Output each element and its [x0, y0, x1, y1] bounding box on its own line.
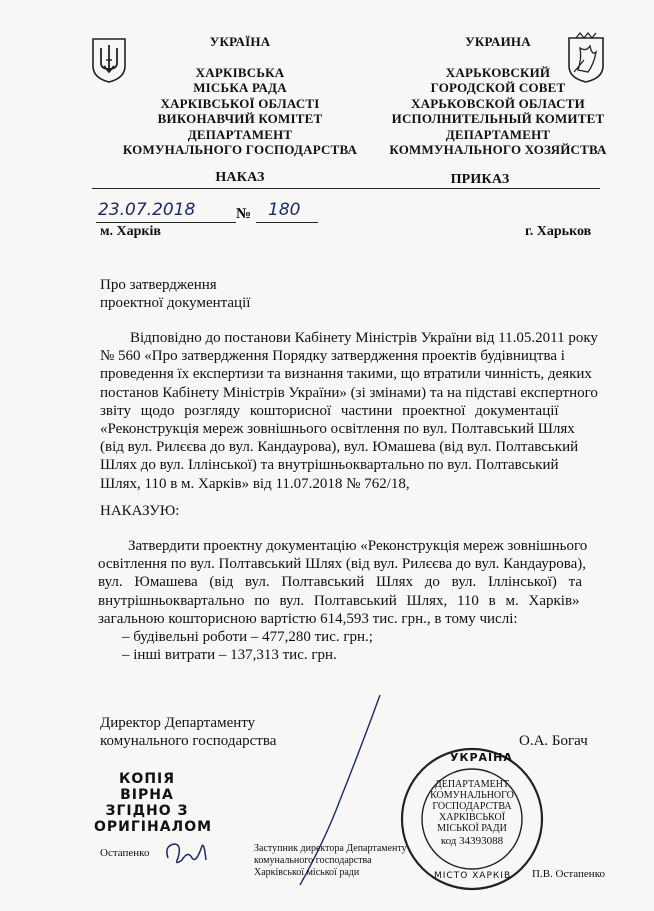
header-left-line: КОМУНАЛЬНОГО ГОСПОДАРСТВА: [122, 142, 358, 157]
city-rus: г. Харьков: [525, 224, 592, 239]
number-handwritten: 180: [268, 200, 301, 220]
footer-left-signature: [162, 836, 212, 870]
copy-stamp-line: ЗГІДНО З: [105, 803, 189, 819]
copy-stamp-line: ОРИГІНАЛОМ: [94, 819, 213, 835]
footer-left-name: Остапенко: [100, 847, 150, 859]
header-right-line: ДЕПАРТАМЕНТ: [445, 126, 551, 142]
header-right: [373, 34, 623, 158]
subject: [100, 276, 250, 312]
footer-right-name: П.В. Остапенко: [532, 868, 605, 880]
preamble-line: Шлях, 110 в м. Харків» від 11.07.2018 № 762/18,: [100, 475, 410, 492]
round-stamp-bottom: МІСТО ХАРКІВ: [434, 871, 512, 881]
order-line: Затвердити проектну документацію «Реконструкція мереж зовнішнього: [128, 538, 588, 554]
header-divider: [92, 188, 600, 189]
header-left: [110, 34, 370, 158]
header-left-line: ХАРКІВСЬКОЇ ОБЛАСТІ: [160, 95, 320, 111]
list-item: – будівельні роботи – 477,280 тис. грн.;: [122, 629, 373, 646]
header-right-line: КОММУНАЛЬНОГО ХОЗЯЙСТВА: [389, 142, 607, 157]
signature-name: О.А. Богач: [519, 733, 588, 749]
header-right-line: ГОРОДСКОЙ СОВЕТ: [430, 80, 566, 95]
order-word: НАКАЗУЮ:: [100, 503, 180, 519]
preamble-line: звіту щодо розгляду кошторисної частини проектної документації: [100, 402, 559, 419]
round-stamp-top: УКРАЇНА: [450, 751, 513, 764]
footer-deputy-line: Заступник директора Департаменту: [254, 843, 407, 854]
copy-stamp-line: КОПІЯ ВІРНА: [118, 771, 176, 803]
header-right-line: ХАРЬКОВСКИЙ: [445, 64, 551, 80]
header-right-line: ИСПОЛНИТЕЛЬНЫЙ КОМИТЕТ: [391, 111, 605, 126]
footer-deputy-line: Харківської міської ради: [254, 867, 360, 878]
order-line: внутрішньоквартально по вул. Полтавський Шлях, 110 в м. Харків»: [98, 592, 580, 609]
order-line: освітлення по вул. Полтавський Шлях (від вул. Рилєєва до вул. Кандаурова),: [98, 556, 586, 573]
preamble-line: (від вул. Рилєєва до вул. Кандаурова), вул. Юмашева (від вул. Полтавський: [100, 439, 579, 456]
signature-position-line: Директор Департаменту: [100, 715, 256, 731]
copy-stamp: [94, 771, 213, 835]
round-stamp: [398, 745, 546, 893]
preamble-line: «Реконструкція мереж зовнішнього освітлення по вул. Полтавський Шлях: [100, 421, 575, 438]
round-stamp-line: ДЕПАРТАМЕНТ: [434, 779, 510, 790]
order-line: загальною кошторисною вартістю 614,593 тис. грн., в тому числі:: [98, 610, 518, 627]
order-text: [98, 537, 603, 664]
round-stamp-text: [426, 779, 518, 847]
round-stamp-code: код 34393088: [440, 835, 504, 847]
header-right-country: УКРАИНА: [465, 34, 531, 49]
city-ukr: м. Харків: [100, 224, 161, 239]
list-item: – інші витрати – 137,313 тис. грн.: [122, 647, 337, 664]
header-right-line: ХАРЬКОВСКОЙ ОБЛАСТИ: [411, 95, 585, 111]
preamble-line: постанов Кабінету Міністрів України» (зі змінами) та на підставі експертного: [100, 384, 598, 401]
doc-type-rus: ПРИКАЗ: [450, 172, 510, 187]
header-left-line: МІСЬКА РАДА: [193, 80, 287, 95]
number-underline: [256, 222, 318, 223]
header-left-country: УКРАЇНА: [209, 34, 271, 49]
round-stamp-line: МІСЬКОЇ РАДИ: [437, 823, 507, 834]
doc-type-ukr: НАКАЗ: [215, 170, 265, 185]
round-stamp-line: КОМУНАЛЬНОГО: [430, 790, 514, 801]
footer-deputy: [254, 843, 407, 879]
header-left-line: ВИКОНАВЧИЙ КОМІТЕТ: [157, 111, 323, 126]
preamble-line: № 560 «Про затвердження Порядку затвердження проектів будівництва і: [100, 348, 565, 365]
subject-line: проектної документації: [100, 295, 251, 312]
signature-position-line: комунального господарства: [100, 733, 277, 750]
order-line: вул. Юмашева (від вул. Полтавський Шлях до вул. Іллінської) та: [98, 574, 583, 591]
date-underline: [96, 222, 236, 223]
round-stamp-line: ГОСПОДАРСТВА: [432, 801, 512, 812]
header-left-line: ХАРКІВСЬКА: [195, 64, 285, 80]
header-left-line: ДЕПАРТАМЕНТ: [187, 126, 293, 142]
number-sign: №: [236, 206, 252, 222]
subject-line: Про затвердження: [100, 277, 217, 293]
preamble-line: Шлях до вул. Іллінської) та внутрішньоквартально по вул. Полтавський: [100, 457, 559, 474]
round-stamp-line: ХАРКІВСЬКОЇ: [438, 812, 506, 823]
footer-deputy-line: комунального господарства: [254, 855, 372, 866]
date-handwritten: 23.07.2018: [98, 200, 196, 220]
preamble-line: проведення їх експертизи та визнання такими, що втратили чинність, деяких: [100, 366, 592, 383]
preamble: [100, 329, 603, 493]
signature-position: [100, 714, 276, 750]
preamble-line: Відповідно до постанови Кабінету Міністрів України від 11.05.2011 року: [130, 330, 598, 346]
